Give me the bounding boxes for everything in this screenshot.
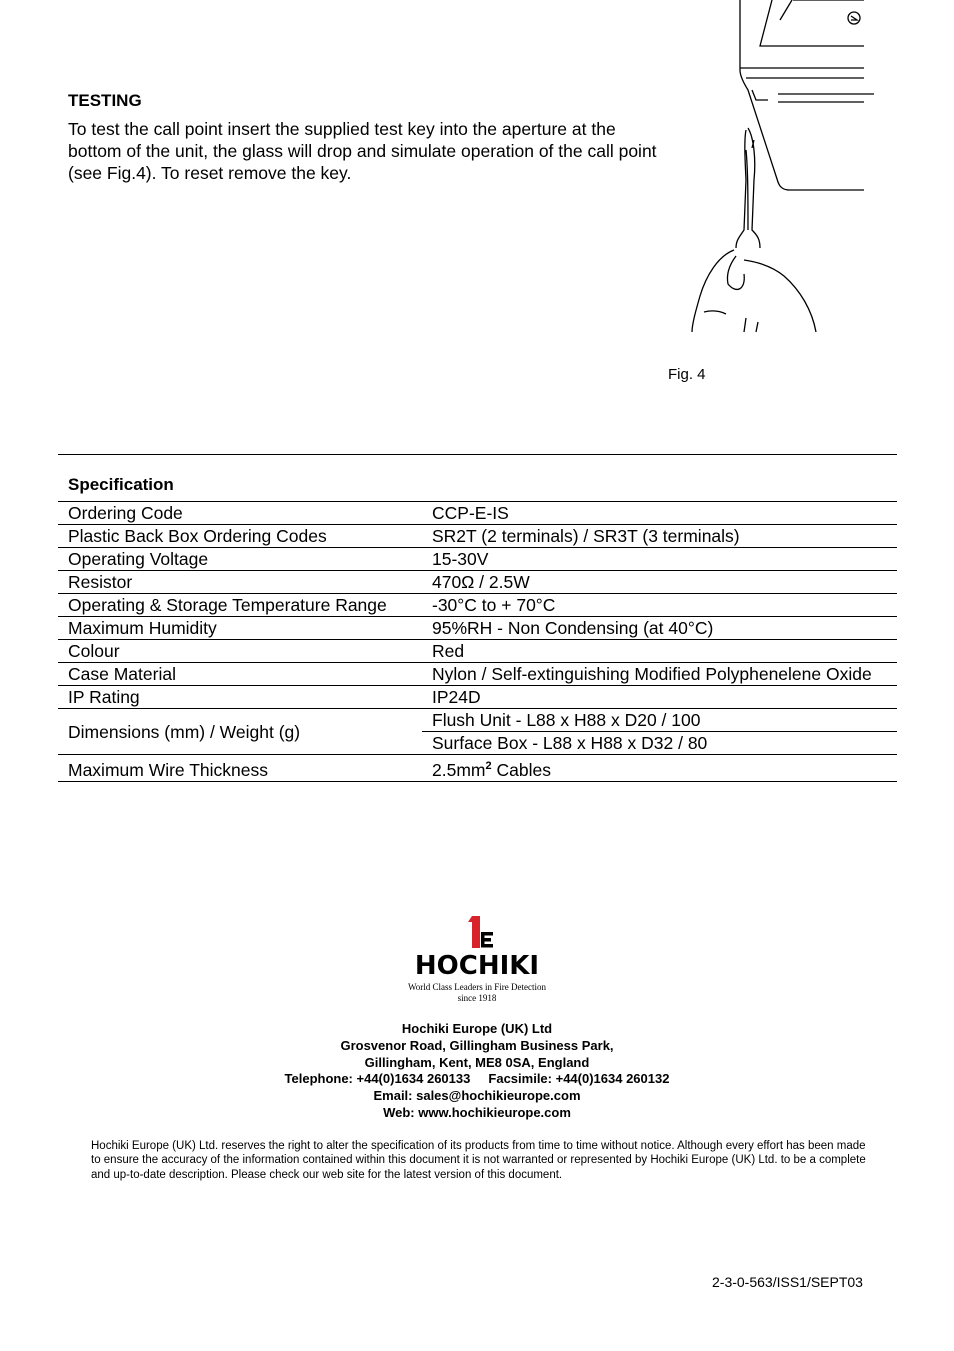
spec-label: Plastic Back Box Ordering Codes [58,525,422,548]
spec-value: -30°C to + 70°C [422,594,897,617]
table-row [58,663,897,686]
company-email: Email: sales@hochikieurope.com [373,1088,581,1104]
table-row [58,617,897,640]
spec-value: 95%RH - Non Condensing (at 40°C) [422,617,897,640]
table-row [58,571,897,594]
wire-type: Cables [491,759,551,780]
testing-heading: TESTING [68,91,142,110]
spec-label: IP Rating [58,686,422,709]
spec-value: 470Ω / 2.5W [422,571,897,594]
spec-label: Maximum Wire Thickness [58,755,422,782]
spec-value: Flush Unit - L88 x H88 x D20 / 100 [422,709,897,732]
specification-table [58,501,897,782]
table-row [58,640,897,663]
document-reference: 2-3-0-563/ISS1/SEPT03 [712,1274,863,1290]
specification-heading: Specification [68,475,174,494]
spec-value: 15-30V [422,548,897,571]
spec-value [422,755,897,782]
logo-since: since 1918 [457,993,497,1003]
spec-label: Operating Voltage [58,548,422,571]
section-divider [58,454,897,455]
flame-icon [472,916,480,948]
superscript-squared: 2 [485,760,492,772]
company-name: Hochiki Europe (UK) Ltd [401,1021,553,1036]
spec-value: SR2T (2 terminals) / SR3T (3 terminals) [422,525,897,548]
logo-tagline: World Class Leaders in Fire Detection [408,982,546,992]
company-contact-block [0,1021,954,1122]
test-key-illustration [680,0,880,340]
spec-label: Colour [58,640,422,663]
spec-label: Operating & Storage Temperature Range [58,594,422,617]
company-address-line-2: Gillingham, Kent, ME8 0SA, England [364,1054,590,1070]
spec-value: Red [422,640,897,663]
spec-value: CCP-E-IS [422,502,897,525]
table-row [58,548,897,571]
hochiki-logo [396,912,558,1004]
figure-caption: Fig. 4 [668,366,706,383]
spec-value: IP24D [422,686,897,709]
logo-wordmark: HOCHIKI [414,951,540,981]
table-row [58,709,897,732]
spec-label: Ordering Code [58,502,422,525]
table-row [58,686,897,709]
testing-instructions: To test the call point insert the supplied test key into the aperture at the bottom of the unit, the glass will drop and simulate operation of the call point (see Fig.4). To reset remove the key. [68,119,657,183]
table-row [58,594,897,617]
table-row [58,525,897,548]
spec-label: Dimensions (mm) / Weight (g) [58,709,422,755]
company-web: Web: www.hochikieurope.com [383,1104,571,1120]
table-row [58,502,897,525]
spec-value: Surface Box - L88 x H88 x D32 / 80 [422,732,897,755]
table-row [58,755,897,782]
wire-size: 2.5mm [432,759,486,780]
company-address-line-1: Grosvenor Road, Gillingham Business Park, [340,1037,614,1053]
spec-label: Resistor [58,571,422,594]
spec-label: Case Material [58,663,422,686]
company-phone-fax: Telephone: +44(0)1634 260133 Facsimile: +44(0)1634 260132 [284,1071,670,1087]
spec-value: Nylon / Self-extinguishing Modified Polyphenelene Oxide [422,663,897,686]
spec-label: Maximum Humidity [58,617,422,640]
disclaimer-text: Hochiki Europe (UK) Ltd. reserves the right to alter the specification of its products from time to time without notice. Although every effort has been made to ensure the accuracy of the information contained within this document it is not warranted or represented by Hochiki Europe (UK) Ltd. to be a complete and up-to-date description. Please check our web site for the latest version of this document. [91,1140,866,1181]
